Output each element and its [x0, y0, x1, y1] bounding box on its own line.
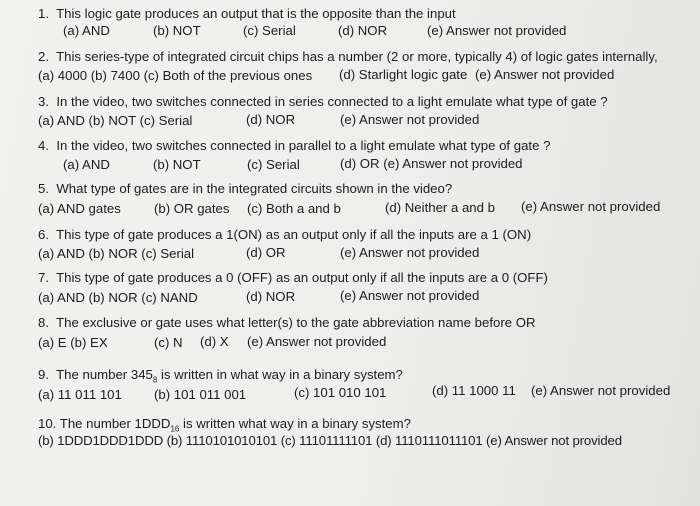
question-8-text: 8. The exclusive or gate uses what letter(s) to the gate abbreviation name before OR — [38, 315, 536, 330]
q7-option-d: (d) NOR — [246, 289, 296, 304]
q8-option-c: (c) N — [154, 335, 183, 350]
q9-option-d: (d) 11 1000 11 — [432, 383, 516, 398]
q5-option-e: (e) Answer not provided — [521, 199, 661, 214]
q3-option-a-b-c: (a) AND (b) NOT (c) Serial — [38, 113, 193, 128]
q3-option-d: (d) NOR — [246, 112, 296, 127]
q1-option-c: (c) Serial — [243, 23, 296, 38]
question-1-text: 1. This logic gate produces an output that is the opposite than the input — [38, 6, 456, 21]
q1-option-b: (b) NOT — [153, 23, 201, 38]
q9-option-b: (b) 101 011 001 — [154, 387, 247, 402]
q1-option-e: (e) Answer not provided — [427, 23, 567, 38]
q9-option-a: (a) 11 011 101 — [38, 387, 122, 402]
q2-option-a-b-c: (a) 4000 (b) 7400 (c) Both of the previous ones — [38, 68, 313, 83]
q5-option-b: (b) OR gates — [154, 201, 230, 216]
question-9-text: 9. The number $345_8$ is written in what way in a binary system? — [38, 367, 403, 385]
question-6-text: 6. This type of gate produces a 1(ON) as an output only if all the inputs are a 1 (ON) — [38, 227, 532, 242]
q4-option-b: (b) NOT — [153, 157, 201, 172]
q1-option-a: (a) AND — [63, 23, 110, 38]
q7-option-a-b-c: (a) AND (b) NOR (c) NAND — [38, 290, 198, 305]
q6-option-a-b-c: (a) AND (b) NOR (c) Serial — [38, 246, 195, 261]
question-5-text: 5. What type of gates are in the integrated circuits shown in the video? — [38, 181, 453, 196]
q2-option-d: (d) Starlight logic gate — [339, 67, 468, 82]
q4-option-d-e: (d) OR (e) Answer not provided — [340, 156, 523, 171]
q10-options: (b) 1DDD1DDD1DDD (b) 1110101010101 (c) 11101111101 (d) 1110111011101 (e) Answer not provided — [38, 433, 622, 448]
q5-option-a: (a) AND gates — [38, 201, 121, 216]
q8-option-e: (e) Answer not provided — [247, 334, 387, 349]
q5-option-d: (d) Neither a and b — [385, 200, 495, 215]
q5-option-c: (c) Both a and b — [247, 201, 341, 216]
q9-option-c: (c) 101 010 101 — [294, 385, 387, 400]
q2-option-e: (e) Answer not provided — [475, 67, 615, 82]
question-2-text: 2. This series-type of integrated circuit chips has a number (2 or more, typically 4) of logic gates internally, — [38, 49, 658, 64]
q7-option-e: (e) Answer not provided — [340, 288, 480, 303]
q1-option-d: (d) NOR — [338, 23, 388, 38]
q4-option-c: (c) Serial — [247, 157, 300, 172]
q8-option-a-b: (a) E (b) EX — [38, 335, 108, 350]
question-4-text: 4. In the video, two switches connected in parallel to a light emulate what type of gate ? — [38, 138, 551, 153]
question-7-text: 7. This type of gate produces a 0 (OFF) as an output only if all the inputs are a 0 (OFF) — [38, 270, 548, 285]
question-10-text: 10. The number $1DDD_{16}$ is written what way in a binary system? — [38, 416, 411, 434]
q8-option-d: (d) X — [200, 334, 229, 349]
q3-option-e: (e) Answer not provided — [340, 112, 480, 127]
q4-option-a: (a) AND — [63, 157, 110, 172]
q9-option-e: (e) Answer not provided — [531, 383, 671, 398]
q6-option-e: (e) Answer not provided — [340, 245, 480, 260]
question-3-text: 3. In the video, two switches connected in series connected to a light emulate what type of gate ? — [38, 94, 608, 109]
q6-option-d: (d) OR — [246, 245, 286, 260]
